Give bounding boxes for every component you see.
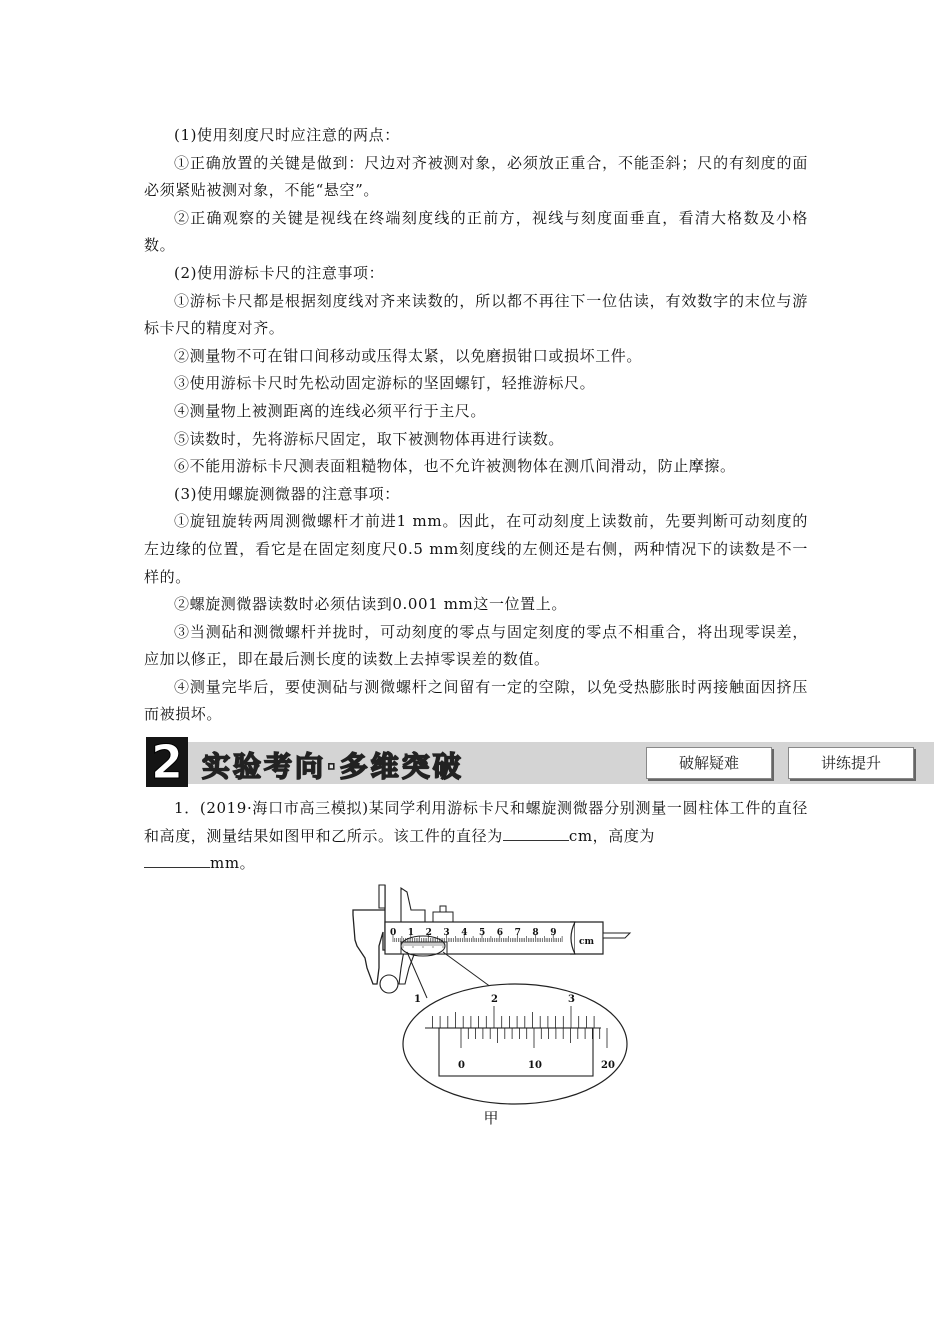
zoom-vernier-label: 10 bbox=[528, 1060, 542, 1071]
fixed-upper-jaw bbox=[379, 885, 385, 908]
section-banner bbox=[146, 737, 934, 789]
main-scale-label: 8 bbox=[532, 928, 539, 938]
connector-left bbox=[407, 952, 427, 998]
tab-break-difficulties[interactable]: 破解疑难 bbox=[646, 747, 772, 779]
notes-section bbox=[144, 122, 808, 729]
caliper-note-4: ④测量物上被测距离的连线必须平行于主尺。 bbox=[174, 401, 487, 420]
micrometer-note-4: ④测量完毕后，要使测砧与测微螺杆之间留有一定的空隙，以免受热膨胀时两接触面因挤压而被损坏。 bbox=[144, 677, 808, 724]
depth-rod bbox=[603, 933, 630, 938]
main-scale-label: 1 bbox=[407, 928, 415, 938]
main-scale-label: 2 bbox=[425, 928, 432, 938]
zoom-vernier-label: 20 bbox=[601, 1060, 615, 1071]
main-scale-label: 7 bbox=[514, 928, 521, 938]
micrometer-note-3: ③当测砧和测微螺杆并拢时，可动刻度的零点与固定刻度的零点不相重合，将出现零误差，应加以修正，即在最后测长度的读数上去掉零误差的数值。 bbox=[144, 622, 808, 669]
caliper-note-1: ①游标卡尺都是根据刻度线对齐来读数的，所以都不再往下一位估读，有效数字的末位与游标卡尺的精度对齐。 bbox=[144, 291, 808, 338]
main-scale-label: 0 bbox=[390, 928, 397, 938]
ruler-heading: (1)使用刻度尺时应注意的两点： bbox=[174, 126, 400, 144]
diameter-answer-blank[interactable] bbox=[503, 826, 569, 841]
zoom-main-label: 2 bbox=[491, 994, 498, 1005]
ruler-note-2: ②正确观察的关键是视线在终端刻度线的正前方，视线与刻度面垂直，看清大格数及小格数。 bbox=[144, 208, 808, 255]
lock-screw bbox=[433, 912, 453, 922]
question-text bbox=[144, 795, 808, 878]
connector-right bbox=[443, 952, 495, 990]
main-scale-label: 6 bbox=[496, 928, 504, 938]
caliper-note-2: ②测量物不可在钳口间移动或压得太紧，以免磨损钳口或损坏工件。 bbox=[174, 346, 643, 365]
zoom-main-label: 1 bbox=[414, 994, 421, 1005]
caliper-note-6: ⑥不能用游标卡尺测表面粗糙物体，也不允许被测物体在测爪间滑动，防止摩擦。 bbox=[174, 457, 736, 476]
zoom-main-label: 3 bbox=[568, 994, 575, 1005]
micrometer-heading: (3)使用螺旋测微器的注意事项： bbox=[174, 484, 400, 503]
figure-caption: 甲 bbox=[483, 1109, 499, 1127]
zoom-vernier-label: 0 bbox=[458, 1060, 465, 1071]
micrometer-note-1: ①旋钮旋转两周测微螺杆才前进1 mm。因此，在可动刻度上读数前，先要判断可动刻度的左边缘的位置，看它是在固定刻度尺0.5 mm刻度线的左侧还是右侧，两种情况下的读数是不一样的。 bbox=[144, 512, 808, 586]
caliper-note-5: ⑤读数时，先将游标尺固定，取下被测物体再进行读数。 bbox=[174, 429, 565, 448]
section-number-badge bbox=[146, 737, 188, 787]
question-section bbox=[144, 795, 808, 878]
height-unit: mm。 bbox=[210, 854, 256, 873]
workpiece-circle bbox=[380, 975, 398, 993]
micrometer-note-2: ②螺旋测微器读数时必须估读到0.001 mm这一位置上。 bbox=[174, 595, 567, 614]
caliper-note-3: ③使用游标卡尺时先松动固定游标的坚固螺钉，轻推游标尺。 bbox=[174, 374, 596, 393]
main-scale-label: 9 bbox=[550, 928, 557, 938]
lock-screw-top bbox=[440, 906, 446, 912]
section-number: 2 bbox=[150, 735, 183, 789]
vernier-caliper-figure bbox=[345, 880, 635, 1105]
caliper-heading: (2)使用游标卡尺的注意事项： bbox=[174, 263, 385, 282]
main-scale-label: 3 bbox=[443, 928, 450, 938]
section-title: 实验考向·多维突破 bbox=[202, 750, 464, 783]
main-scale-label: 4 bbox=[461, 928, 468, 938]
question-stem: 1．(2019·海口市高三模拟)某同学利用游标卡尺和螺旋测微器分别测量一圆柱体工件的直径和高度，测量结果如图甲和乙所示。该工件的直径为 bbox=[144, 799, 808, 845]
ruler-note-1: ①正确放置的关键是做到：尺边对齐被测对象，必须放正重合，不能歪斜；尺的有刻度的面必须紧贴被测对象，不能“悬空”。 bbox=[144, 153, 808, 200]
unit-label: cm bbox=[579, 937, 595, 947]
diameter-unit: cm，高度为 bbox=[568, 826, 656, 845]
tab-practice-improve[interactable]: 讲练提升 bbox=[788, 747, 914, 779]
main-scale-label: 5 bbox=[479, 928, 486, 938]
height-answer-blank[interactable] bbox=[144, 853, 210, 868]
